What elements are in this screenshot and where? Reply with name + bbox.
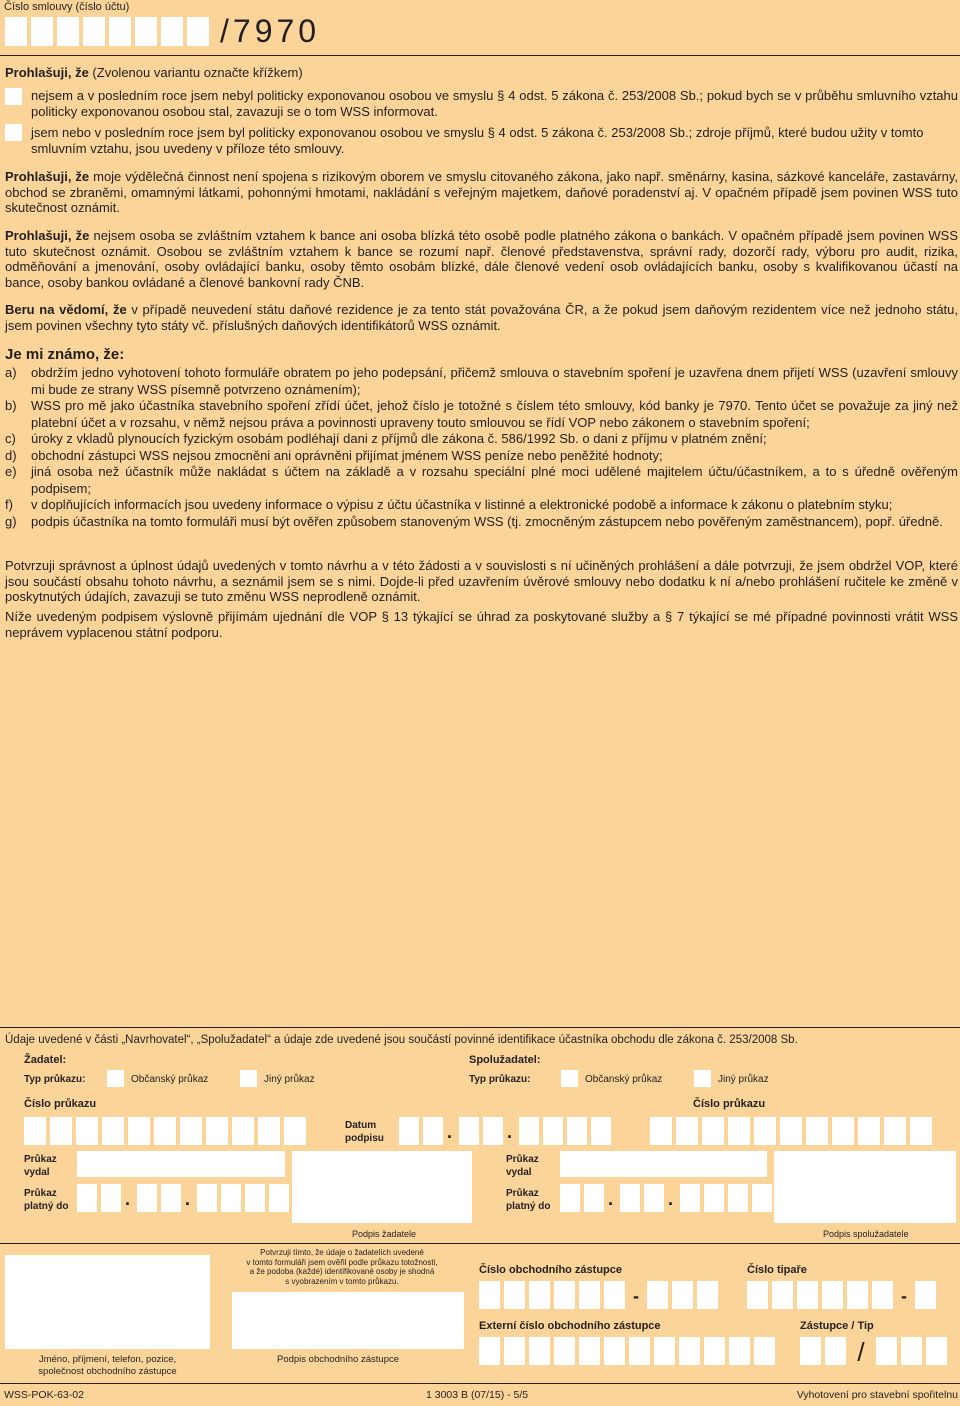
footer-copy-type: Vyhotovení pro stavební spořitelnu <box>796 1389 958 1401</box>
agent-signature-box[interactable] <box>232 1292 464 1349</box>
contract-digit-box[interactable] <box>135 17 157 46</box>
confirmation-vop: Níže uvedeným podpisem výslovně přijímám ujednání dle VOP § 13 týkající se úhrad za poskytované služby a § 7 týkající se mé případné povinnosti vrátit WSS neprávem vyplacenou státní podporu. <box>5 609 958 640</box>
applicant-opt-id-card: Občanský průkaz <box>131 1074 209 1085</box>
contract-digit-box[interactable] <box>31 17 53 46</box>
agent-verification-text: Potvrzuji tímto, že údaje o žadatelích uvedené v tomto formuláři jsem ověřil podle průkazu totožnosti, a že podoba (každé) identifikované osoby je shodná s vyobrazením v tomto průkazu. <box>246 1248 438 1286</box>
applicant-checkbox-other-id[interactable] <box>240 1070 257 1087</box>
list-item: d) obchodní zástupci WSS nejsou zmocněni ani oprávněni přijímat jménem WSS peníze nebo peněžité hodnoty; <box>5 447 663 463</box>
list-item: b) WSS pro mě jako účastníka stavebního spoření zřídí účet, jehož číslo je totožné s číslem této smlouvy, kód banky je 7970. Tento účet se považuje za jiný než platební účet a v rozsahu, v němž nejsou práva a povinnosti upraveny touto smlouvou se řídí VOP nebo zákonem o stavebním spoření; <box>5 398 958 430</box>
applicant-signature-box[interactable] <box>292 1151 472 1223</box>
date-signature-label: Datum podpisu <box>345 1120 384 1144</box>
coapplicant-id-number-field[interactable] <box>650 1117 932 1145</box>
tax-residency-acknowledgement: Beru na vědomí, že v případě neuvedení státu daňové rezidence je za tento stát považována ČR, a že pokud jsem daňovým rezidentem více než jednoho státu, jsem povinen všechny tyto státy vč. příslušných daňových identifikátorů WSS oznámit. <box>5 302 958 333</box>
bank-code: /7970 <box>220 13 321 49</box>
divider <box>0 1243 960 1244</box>
contract-digit-box[interactable] <box>57 17 79 46</box>
coapplicant-valid-until-field[interactable]: . . <box>560 1184 772 1214</box>
contract-digit-box[interactable] <box>161 17 183 46</box>
declaration-risk-occupation: Prohlašuji, že moje výdělečná činnost není spojena s rizikovým oborem ve smyslu citovaného zákona, jako např. směnárny, kasina, sázkové kanceláře, zastavárny, obchod se zbraněmi, omamnými látkami, pohonnými hmotami, nakládání s veřejným majetkem, daňové poradenství aj. V opačném případě jsem povinen WSS tuto skutečnost oznámit. <box>5 169 958 215</box>
coapplicant-issued-by-input[interactable] <box>560 1151 767 1177</box>
applicant-id-number-field[interactable] <box>24 1117 306 1145</box>
coapplicant-signature-box[interactable] <box>774 1151 956 1223</box>
list-item: e) jiná osoba než účastník může nakládat s účtem na základě a v rozsahu speciální plné moci udělené majitelem účtu/účastníkem, a to s úředně ověřeným podpisem; <box>5 464 958 496</box>
coapplicant-checkbox-other-id[interactable] <box>694 1070 711 1087</box>
external-agent-number-field[interactable] <box>479 1337 775 1365</box>
contract-number-field[interactable] <box>5 17 209 46</box>
applicant-signature-label: Podpis žadatele <box>352 1229 417 1239</box>
signature-date-field[interactable]: . . <box>399 1117 611 1147</box>
list-item: c) úroky z vkladů plynoucích fyzickým osobám podléhají dani z příjmů dle zákona č. 586/1992 Sb. o dani z příjmu v platném znění; <box>5 431 767 446</box>
stamp-number-label: Číslo tipaře <box>747 1264 807 1276</box>
deputy-tip-label: Zástupce / Tip <box>800 1320 874 1332</box>
list-item: g) podpis účastníka na tomto formuláři musí být ověřen způsobem stanoveným WSS (tj. zmocněným zástupcem nebo pověřeným zaměstnancem), popř. úředně. <box>5 513 943 529</box>
checkbox-not-pep[interactable] <box>5 88 22 105</box>
divider <box>0 1027 960 1028</box>
coapplicant-valid-until-label: Průkaz platný do <box>506 1188 551 1212</box>
coapplicant-signature-label: Podpis spolužadatele <box>823 1229 909 1239</box>
declaration-bank-relation: Prohlašuji, že nejsem osoba se zvláštním vztahem k bance ani osoba blízká této osobě podle platného zákona o bankách. V opačném případě jsem povinen WSS tuto skutečnost oznámit. Osobou se zvláštním vztahem k bance se rozumí např. členové představenstva, správní rady, dozorčí rady, výboru pro audit, rizika, odměňování a jmenování, osoby ovládající banku, osoby těmto osobám blízké, dále členové vedení osob ovládajících banku, osoby s kvalifikovanou účastí na bance, osoby bankou ovládané a členové bankovní rady ČNB. <box>5 228 958 290</box>
deputy-tip-field[interactable]: / <box>800 1337 947 1367</box>
stamp-number-field[interactable]: - <box>747 1281 936 1311</box>
coapplicant-opt-other-id: Jiný průkaz <box>718 1074 769 1085</box>
contract-digit-box[interactable] <box>187 17 209 46</box>
coapplicant-id-number-label: Číslo průkazu <box>693 1098 766 1110</box>
known-list <box>5 365 958 530</box>
applicant-id-number-label: Číslo průkazu <box>24 1098 97 1110</box>
footer-form-code: WSS-POK-63-02 <box>4 1389 84 1401</box>
option-is-pep-text: jsem nebo v posledním roce jsem byl politicky exponovanou osobou ve smyslu § 4 odst. 5 zákona č. 253/2008 Sb.; zdroje příjmů, které budou užity v tomto smluvním vztahu, jsou uvedeny v příloze této smlouvy. <box>31 125 924 156</box>
applicant-checkbox-id-card[interactable] <box>107 1070 124 1087</box>
coapplicant-checkbox-id-card[interactable] <box>561 1070 578 1087</box>
agent-number-field[interactable]: - <box>479 1281 718 1311</box>
agent-name-label: Jméno, příjmení, telefon, pozice, společnost obchodního zástupce <box>38 1354 177 1377</box>
applicant-valid-until-field[interactable]: . . <box>77 1184 289 1214</box>
identification-note: Údaje uvedené v části „Navrhovatel“, „Spolužadatel“ a údaje zde uvedené jsou součástí povinné identifikace účastníka obchodu dle zákona č. 253/2008 Sb. <box>5 1034 798 1046</box>
external-agent-number-label: Externí číslo obchodního zástupce <box>479 1320 661 1332</box>
option-not-pep-text: nejsem a v posledním roce jsem nebyl politicky exponovanou osobou ve smyslu § 4 odst. 5 zákona č. 253/2008 Sb.; pokud bych se v průběhu smluvního vztahu politicky exponovanou osobou stal, zavazuji se o tom WSS informovat. <box>31 88 958 119</box>
list-item: a) obdržím jedno vyhotovení tohoto formuláře obratem po jeho podepsání, přičemž smlouva o stavebním spoření je uzavřena dnem přijetí WSS (uzavření smlouvy mi bude ze strany WSS písemně potvrzeno oznámením); <box>5 365 958 397</box>
agent-signature-label: Podpis obchodního zástupce <box>277 1354 400 1365</box>
list-item: f) v doplňujících informacích jsou uvedeny informace o výpisu z účtu účastníka v listinné a elektronické podobě a informace k zákonu o platebním styku; <box>5 497 893 512</box>
checkbox-is-pep[interactable] <box>5 124 22 141</box>
applicant-opt-other-id: Jiný průkaz <box>264 1074 315 1085</box>
divider <box>0 55 960 56</box>
known-heading: Je mi známo, že: <box>5 346 125 363</box>
footer-page-info: 1 3003 B (07/15) - 5/5 <box>426 1389 529 1401</box>
contract-number-label: Číslo smlouvy (číslo účtu) <box>4 1 130 13</box>
applicant-issued-by-input[interactable] <box>77 1151 285 1177</box>
coapplicant-opt-id-card: Občanský průkaz <box>585 1074 663 1085</box>
agent-name-box[interactable] <box>5 1255 210 1349</box>
divider <box>0 1383 960 1384</box>
contract-digit-box[interactable] <box>109 17 131 46</box>
applicant-id-type-label: Typ průkazu: <box>24 1074 86 1085</box>
confirmation-correctness: Potvrzuji správnost a úplnost údajů uvedených v tomto návrhu a v této žádosti a v souvislosti s ní učiněných prohlášení a dále potvrzuji, že jsem obdržel VOP, které jsou součástí obsahu tohoto návrhu, a seznámil jsem se s nimi. Dojde-li před uzavřením úvěrové smlouvy nebo dodatku k ní a/nebo prohlášení ručitele ke změně v poskytnutých údajích, zavazuji se tuto změnu WSS neprodleně oznámit. <box>5 558 958 604</box>
coapplicant-issued-by-label: Průkaz vydal <box>506 1154 539 1178</box>
applicant-title: Žadatel: <box>24 1054 67 1066</box>
contract-digit-box[interactable] <box>83 17 105 46</box>
coapplicant-id-type-label: Typ průkazu: <box>469 1074 531 1085</box>
applicant-valid-until-label: Průkaz platný do <box>24 1188 69 1212</box>
contract-digit-box[interactable] <box>5 17 27 46</box>
coapplicant-title: Spolužadatel: <box>469 1054 541 1066</box>
applicant-issued-by-label: Průkaz vydal <box>24 1154 57 1178</box>
declaration-pep-heading: Prohlašuji, že (Zvolenou variantu označte křížkem) <box>5 65 303 80</box>
agent-number-label: Číslo obchodního zástupce <box>479 1264 623 1276</box>
